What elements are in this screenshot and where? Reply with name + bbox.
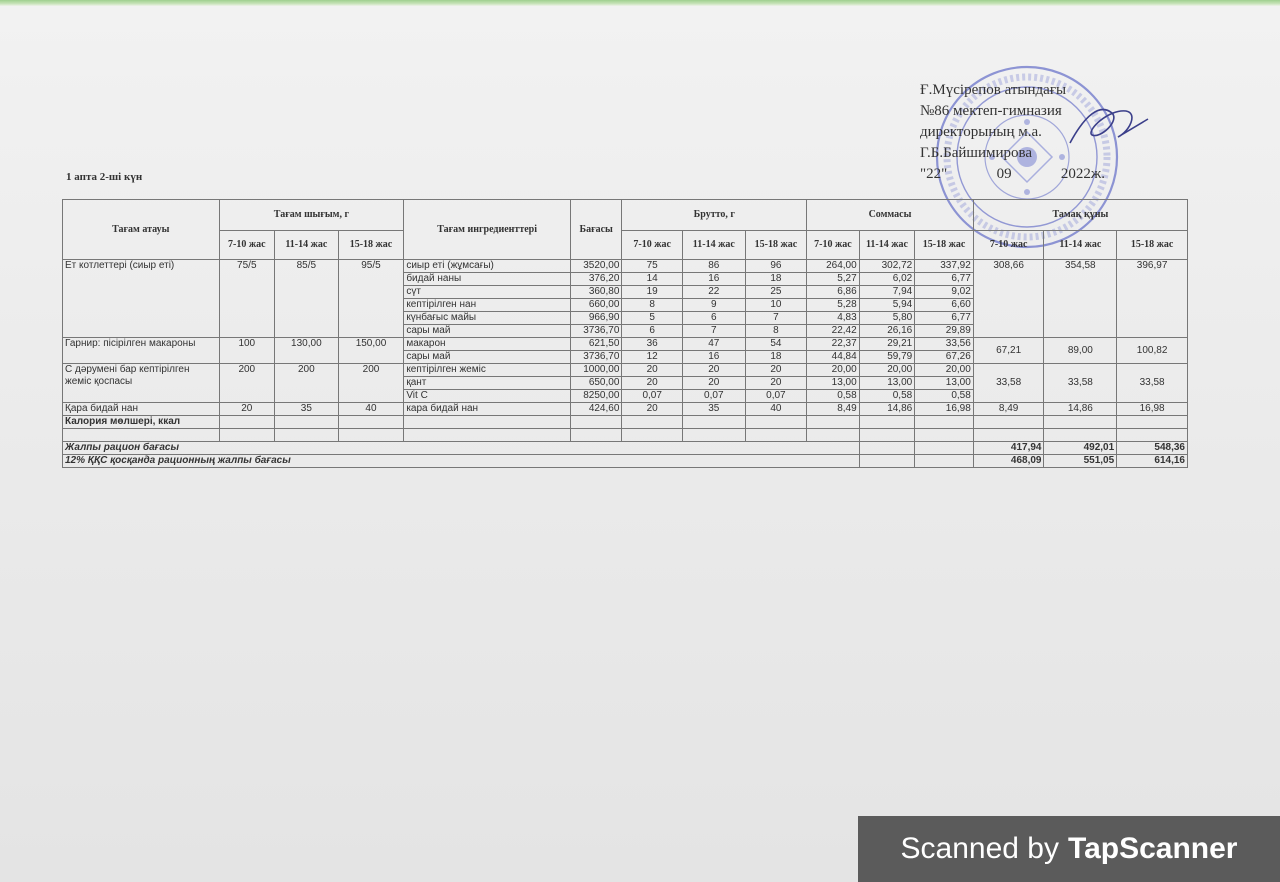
sum-value: 44,84: [807, 351, 860, 364]
calorie-row: [63, 416, 1188, 429]
empty-row: [63, 429, 1188, 442]
approval-line-3: директорының м.а.: [920, 124, 1042, 140]
ingredient-price: 8250,00: [570, 390, 621, 403]
brutto-value: 20: [622, 403, 683, 416]
meal-price: 354,58: [1044, 260, 1117, 338]
sum-value: 33,56: [915, 338, 974, 351]
approval-line-4: Г.Б.Байшимирова: [920, 145, 1033, 161]
age-header: 7-10 жас: [622, 231, 683, 260]
meal-price: 33,58: [1117, 364, 1188, 403]
dish-name: Ет котлеттері (сиыр еті): [63, 260, 220, 338]
brutto-value: 19: [622, 286, 683, 299]
col-price: Бағасы: [570, 200, 621, 260]
sum-value: 5,80: [859, 312, 915, 325]
brutto-value: 36: [622, 338, 683, 351]
dish-output: 85/5: [275, 260, 339, 338]
sum-value: 8,49: [807, 403, 860, 416]
dish-output: 100: [219, 338, 275, 364]
sum-value: 7,94: [859, 286, 915, 299]
ingredient-name: күнбағыс майы: [404, 312, 571, 325]
sum-value: 264,00: [807, 260, 860, 273]
brutto-value: 16: [682, 273, 745, 286]
vat-total-label: 12% ҚҚС қосқанда рационның жалпы бағасы: [63, 455, 860, 468]
ingredient-name: сүт: [404, 286, 571, 299]
total-value: 492,01: [1044, 442, 1117, 455]
col-sum: Соммасы: [807, 200, 974, 231]
brutto-value: 54: [745, 338, 807, 351]
sum-value: 26,16: [859, 325, 915, 338]
dish-output: 95/5: [338, 260, 404, 338]
meal-price: 14,86: [1044, 403, 1117, 416]
ingredient-name: Vit C: [404, 390, 571, 403]
age-header: 7-10 жас: [973, 231, 1044, 260]
brutto-value: 18: [745, 273, 807, 286]
table-subheader-row: [63, 231, 1188, 260]
ingredient-price: 966,90: [570, 312, 621, 325]
scanner-watermark: [858, 816, 1280, 882]
sum-value: 16,98: [915, 403, 974, 416]
age-header: 11-14 жас: [1044, 231, 1117, 260]
ingredient-price: 1000,00: [570, 364, 621, 377]
approval-line-1: Ғ.Мүсірепов атындағы: [920, 82, 1067, 98]
col-dish-name: Тағам атауы: [63, 200, 220, 260]
brutto-value: 20: [622, 364, 683, 377]
brutto-value: 22: [682, 286, 745, 299]
sum-value: 5,28: [807, 299, 860, 312]
meal-price: 89,00: [1044, 338, 1117, 364]
ingredient-price: 360,80: [570, 286, 621, 299]
brutto-value: 0,07: [745, 390, 807, 403]
total-label: Жалпы рацион бағасы: [63, 442, 860, 455]
sum-value: 20,00: [915, 364, 974, 377]
sum-value: 5,94: [859, 299, 915, 312]
approval-line-2: №86 мектеп-гимназия: [920, 103, 1062, 119]
sum-value: 29,21: [859, 338, 915, 351]
vat-total-value: 551,05: [1044, 455, 1117, 468]
sum-value: 22,37: [807, 338, 860, 351]
brutto-value: 6: [622, 325, 683, 338]
brutto-value: 12: [622, 351, 683, 364]
brutto-value: 25: [745, 286, 807, 299]
sum-value: 5,27: [807, 273, 860, 286]
brutto-value: 40: [745, 403, 807, 416]
vat-total-row: [63, 455, 1188, 468]
sum-value: 13,00: [859, 377, 915, 390]
dish-output: 200: [338, 364, 404, 403]
dish-output: 130,00: [275, 338, 339, 364]
ingredient-name: кептірілген нан: [404, 299, 571, 312]
age-header: 7-10 жас: [219, 231, 275, 260]
brutto-value: 20: [622, 377, 683, 390]
ingredient-price: 424,60: [570, 403, 621, 416]
ingredient-name: кара бидай нан: [404, 403, 571, 416]
dish-name: Гарнир: пісірілген макароны: [63, 338, 220, 364]
age-header: 15-18 жас: [338, 231, 404, 260]
ingredient-name: бидай наны: [404, 273, 571, 286]
col-brutto: Брутто, г: [622, 200, 807, 231]
meal-price: 8,49: [973, 403, 1044, 416]
watermark-prefix: Scanned by: [900, 832, 1059, 865]
sum-value: 0,58: [915, 390, 974, 403]
menu-table: [62, 199, 1188, 468]
brutto-value: 7: [745, 312, 807, 325]
meal-price: 67,21: [973, 338, 1044, 364]
meal-price: 16,98: [1117, 403, 1188, 416]
age-header: 15-18 жас: [1117, 231, 1188, 260]
brutto-value: 9: [682, 299, 745, 312]
total-row: [63, 442, 1188, 455]
brutto-value: 14: [622, 273, 683, 286]
sum-value: 4,83: [807, 312, 860, 325]
meal-price: 33,58: [973, 364, 1044, 403]
age-header: 15-18 жас: [915, 231, 974, 260]
ingredient-name: кептірілген жеміс: [404, 364, 571, 377]
brutto-value: 10: [745, 299, 807, 312]
calorie-label: Калория мөлшері, ккал: [63, 416, 220, 429]
brutto-value: 0,07: [622, 390, 683, 403]
brutto-value: 7: [682, 325, 745, 338]
sum-value: 6,02: [859, 273, 915, 286]
age-header: 11-14 жас: [275, 231, 339, 260]
meal-price: 396,97: [1117, 260, 1188, 338]
age-header: 11-14 жас: [859, 231, 915, 260]
sum-value: 0,58: [807, 390, 860, 403]
table-row: [63, 403, 1188, 416]
sum-value: 337,92: [915, 260, 974, 273]
dish-output: 35: [275, 403, 339, 416]
table-row: [63, 260, 1188, 273]
ingredient-name: сары май: [404, 325, 571, 338]
approval-date-day: "22": [920, 166, 948, 182]
ingredient-name: сары май: [404, 351, 571, 364]
total-value: 548,36: [1117, 442, 1188, 455]
table-row: [63, 338, 1188, 351]
ingredient-price: 3736,70: [570, 325, 621, 338]
sum-value: 302,72: [859, 260, 915, 273]
ingredient-price: 376,20: [570, 273, 621, 286]
sum-value: 9,02: [915, 286, 974, 299]
ingredient-price: 660,00: [570, 299, 621, 312]
age-header: 11-14 жас: [682, 231, 745, 260]
total-value: 417,94: [973, 442, 1044, 455]
dish-name: С дәрумені бар кептірілген жеміс қоспасы: [63, 364, 220, 403]
dish-name: Қара бидай нан: [63, 403, 220, 416]
col-dish-output: Тағам шығым, г: [219, 200, 404, 231]
approval-date-month: 09: [996, 166, 1012, 182]
ingredient-name: сиыр еті (жұмсағы): [404, 260, 571, 273]
sum-value: 6,77: [915, 312, 974, 325]
brutto-value: 75: [622, 260, 683, 273]
ingredient-price: 3520,00: [570, 260, 621, 273]
vat-total-value: 614,16: [1117, 455, 1188, 468]
meal-price: 100,82: [1117, 338, 1188, 364]
sum-value: 13,00: [915, 377, 974, 390]
sum-value: 59,79: [859, 351, 915, 364]
approval-date-year: 2022ж.: [1060, 166, 1105, 182]
age-header: 15-18 жас: [745, 231, 807, 260]
brutto-value: 8: [745, 325, 807, 338]
col-meal-price: Тамақ құны: [973, 200, 1187, 231]
brutto-value: 20: [682, 377, 745, 390]
ingredient-price: 3736,70: [570, 351, 621, 364]
col-ingredients: Тағам ингредиенттері: [404, 200, 571, 260]
meal-price: 308,66: [973, 260, 1044, 338]
dish-output: 150,00: [338, 338, 404, 364]
sum-value: 20,00: [807, 364, 860, 377]
dish-output: 200: [275, 364, 339, 403]
paper-edge: [0, 0, 1280, 6]
watermark-brand: TapScanner: [1067, 832, 1238, 865]
brutto-value: 20: [745, 377, 807, 390]
sum-value: 14,86: [859, 403, 915, 416]
brutto-value: 20: [682, 364, 745, 377]
table-row: [63, 364, 1188, 377]
ingredient-price: 621,50: [570, 338, 621, 351]
ingredient-name: макарон: [404, 338, 571, 351]
sum-value: 13,00: [807, 377, 860, 390]
age-header: 7-10 жас: [807, 231, 860, 260]
brutto-value: 8: [622, 299, 683, 312]
sum-value: 6,86: [807, 286, 860, 299]
sum-value: 0,58: [859, 390, 915, 403]
sum-value: 6,77: [915, 273, 974, 286]
brutto-value: 86: [682, 260, 745, 273]
day-title: 1 апта 2-ші күн: [66, 171, 143, 183]
handwritten-signature: [1060, 95, 1155, 155]
brutto-value: 20: [745, 364, 807, 377]
sum-value: 6,60: [915, 299, 974, 312]
dish-output: 75/5: [219, 260, 275, 338]
dish-output: 200: [219, 364, 275, 403]
brutto-value: 5: [622, 312, 683, 325]
brutto-value: 47: [682, 338, 745, 351]
ingredient-name: қант: [404, 377, 571, 390]
meal-price: 33,58: [1044, 364, 1117, 403]
sum-value: 22,42: [807, 325, 860, 338]
ingredient-price: 650,00: [570, 377, 621, 390]
sum-value: 67,26: [915, 351, 974, 364]
brutto-value: 16: [682, 351, 745, 364]
brutto-value: 0,07: [682, 390, 745, 403]
brutto-value: 6: [682, 312, 745, 325]
brutto-value: 18: [745, 351, 807, 364]
sum-value: 29,89: [915, 325, 974, 338]
brutto-value: 96: [745, 260, 807, 273]
table-header-row: [63, 200, 1188, 231]
sum-value: 20,00: [859, 364, 915, 377]
brutto-value: 35: [682, 403, 745, 416]
dish-output: 20: [219, 403, 275, 416]
vat-total-value: 468,09: [973, 455, 1044, 468]
dish-output: 40: [338, 403, 404, 416]
approval-date: [920, 164, 1105, 185]
